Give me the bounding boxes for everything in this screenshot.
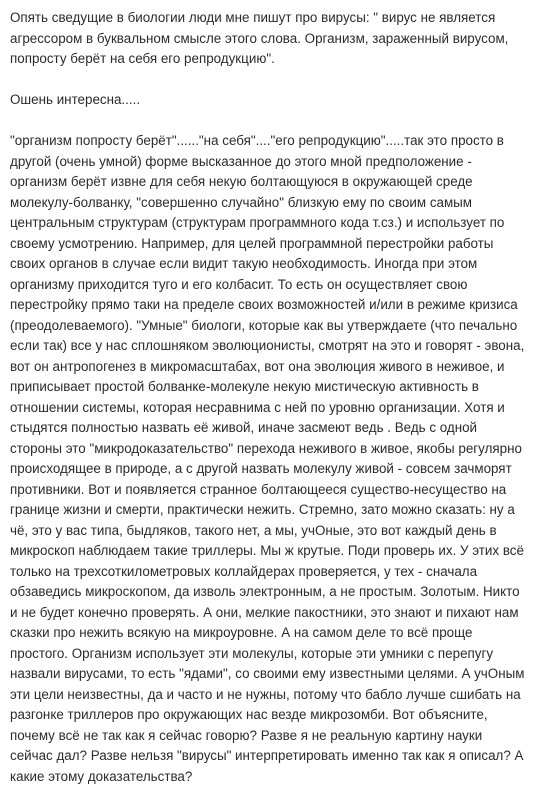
- text-line: обзаведись микроскопом, да изволь электронным, а не простым. Золотым. Никто: [10, 582, 538, 603]
- text-line: границе жизни и смерти, практически нежить. Стремно, зато можно сказать: ну а: [10, 500, 538, 521]
- text-line: сказки про нежить всякую на микроуровне. А на самом деле то всё проще: [10, 623, 538, 644]
- text-line: вот он антропогенез в микромасштабах, вот она эволюция живого в неживое, и: [10, 357, 538, 378]
- text-line: (преодолеваемого). "Умные" биологи, которые как вы утверждаете (что печально: [10, 316, 538, 337]
- argument-paragraph: [10, 131, 538, 787]
- text-line: эти цели неизвестны, да и часто и не нужны, потому что бабло лучше сшибать на: [10, 685, 538, 706]
- text-line: своих органов в случае если видит такую необходимость. Иногда при этом: [10, 254, 538, 275]
- text-line: простого. Организм использует эти молекулы, которые эти умники с перепугу: [10, 644, 538, 665]
- text-line: другой (очень умной) форме высказанное до этого мной предположение -: [10, 152, 538, 173]
- text-line: назвали вирусами, то есть "ядами", со своими ему известными целями. А учОным: [10, 664, 538, 685]
- text-line: разгонке триллеров про окружающих нас везде микрозомби. Вот объясните,: [10, 705, 538, 726]
- text-line: "организм попросту берёт"......"на себя"...."его репродукцию".....так это просто в: [10, 131, 538, 152]
- text-line: чё, это у вас типа, быдляков, такого нет, а мы, учОные, это вот каждый день в: [10, 521, 538, 542]
- text-line: центральным структурам (структурам программного кода т.сз.) и использует по: [10, 213, 538, 234]
- text-line: организм берёт извне для себя некую болтающуюся в окружающей среде: [10, 172, 538, 193]
- text-line: агрессором в буквальном смысле этого слова. Организм, зараженный вирусом,: [10, 29, 538, 50]
- text-line: перестройку прямо таки на пределе своих возможностей и/или в режиме кризиса: [10, 295, 538, 316]
- text-line: приписывает простой болванке-молекуле некую мистическую активность в: [10, 377, 538, 398]
- text-line: какие этому доказательства?: [10, 767, 538, 787]
- text-line: почему всё не так как я сейчас говорю? Разве я не реальную картину науки: [10, 726, 538, 747]
- text-line: организму приходится туго и его колбасит. То есть он осуществляет свою: [10, 275, 538, 296]
- text-line: и не будет конечно проверять. А они, мелкие пакостники, это знают и пихают нам: [10, 603, 538, 624]
- text-line: если так) все у нас сплошняком эволюционисты, смотрят на это и говорят - эвона,: [10, 336, 538, 357]
- text-line: только на трехсоткилометровых коллайдерах проверяется, у тех - сначала: [10, 562, 538, 583]
- text-line: стороны это "микродоказательство" перехода неживого в живое, якобы регулярно: [10, 439, 538, 460]
- text-line: попросту берёт на себя его репродукцию".: [10, 49, 538, 70]
- post-body: [10, 8, 538, 787]
- quote-paragraph: [10, 8, 538, 70]
- remark-paragraph: [10, 90, 538, 111]
- text-line: отношении системы, которая несравнима с ней по уровню организации. Хотя и: [10, 398, 538, 419]
- text-line: противники. Вот и появляется странное болтающееся существо-несущество на: [10, 480, 538, 501]
- text-line: Ошень интересна.....: [10, 90, 538, 111]
- text-line: Опять сведущие в биологии люди мне пишут про вирусы: " вирус не является: [10, 8, 538, 29]
- text-line: сейчас дал? Разве нельзя "вирусы" интерпретировать именно так как я описал? А: [10, 746, 538, 767]
- text-line: стыдятся полностью назвать её живой, иначе засмеют ведь . Ведь с одной: [10, 418, 538, 439]
- text-line: молекулу-болванку, "совершенно случайно" близкую ему по своим самым: [10, 193, 538, 214]
- text-line: происходящее в природе, а с другой назвать молекулу живой - совсем зачморят: [10, 459, 538, 480]
- text-line: микроскоп наблюдаем такие триллеры. Мы ж крутые. Поди проверь их. У этих всё: [10, 541, 538, 562]
- text-line: своему усмотрению. Например, для целей программной перестройки работы: [10, 234, 538, 255]
